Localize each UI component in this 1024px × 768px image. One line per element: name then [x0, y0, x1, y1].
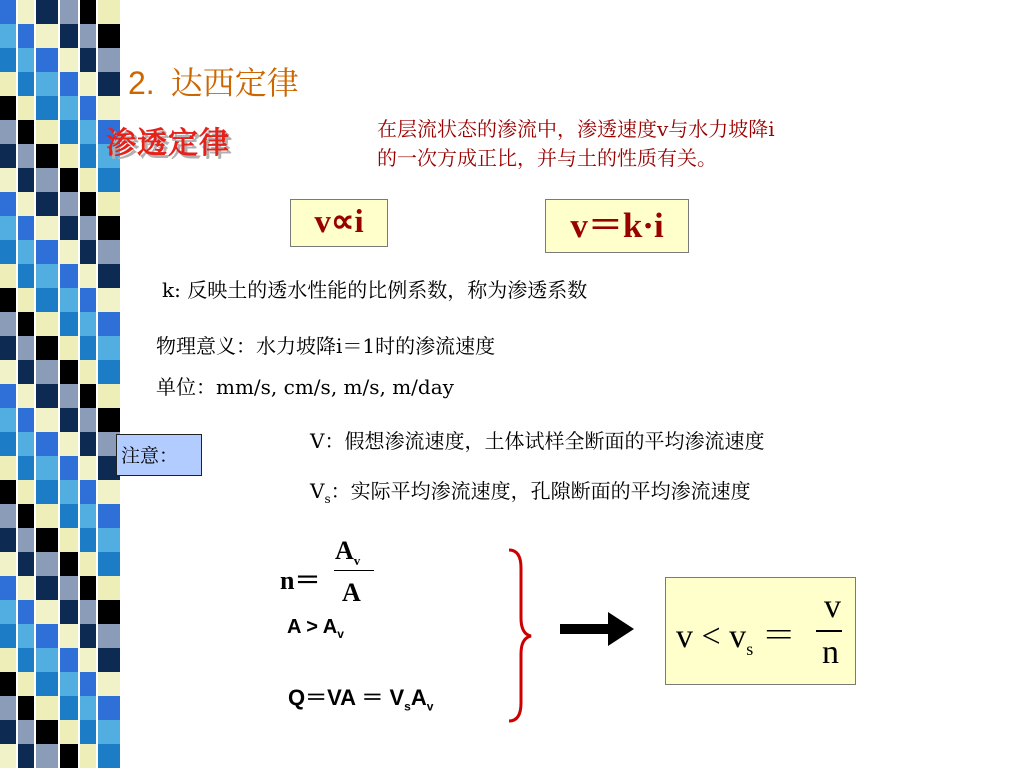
stripe-cell: [0, 432, 16, 456]
stripe-cell: [98, 48, 120, 72]
stripe-cell: [36, 360, 58, 384]
note-label-box: 注意：: [116, 434, 202, 476]
stripe-cell: [18, 672, 34, 696]
stripe-cell: [98, 480, 120, 504]
stripe-cell: [0, 480, 16, 504]
vs-definition: [310, 475, 751, 506]
stripe-cell: [80, 216, 96, 240]
stripe-cell: [80, 408, 96, 432]
stripe-cell: [60, 528, 78, 552]
stripe-cell: [0, 624, 16, 648]
stripe-cell: [36, 432, 58, 456]
velocity-result-box: [665, 577, 856, 685]
stripe-cell: [0, 288, 16, 312]
stripe-cell: [60, 144, 78, 168]
slide-title: [128, 58, 299, 104]
stripe-cell: [80, 696, 96, 720]
result-fraction-bar: [816, 630, 842, 632]
definition-line-1: 在层流状态的渗流中，渗透速度v与水力坡降i: [377, 117, 775, 141]
stripe-cell: [18, 312, 34, 336]
section-heading: 渗透定律: [106, 126, 230, 161]
stripe-cell: [36, 456, 58, 480]
stripe-cell: [0, 144, 16, 168]
stripe-cell: [80, 192, 96, 216]
stripe-cell: [80, 384, 96, 408]
stripe-cell: [80, 480, 96, 504]
proportional-formula: v∝i: [290, 199, 388, 247]
stripe-cell: [0, 672, 16, 696]
stripe-cell: [18, 336, 34, 360]
stripe-cell: [60, 168, 78, 192]
stripe-cell: [18, 120, 34, 144]
stripe-cell: [60, 624, 78, 648]
stripe-cell: [18, 408, 34, 432]
stripe-cell: [60, 456, 78, 480]
stripe-cell: [80, 672, 96, 696]
result-lhs: $v < v_s$ ＝: [676, 618, 796, 659]
stripe-cell: [18, 0, 34, 24]
stripe-cell: [98, 0, 120, 24]
stripe-cell: [98, 744, 120, 768]
stripe-cell: [0, 48, 16, 72]
stripe-cell: [36, 720, 58, 744]
stripe-cell: [98, 336, 120, 360]
stripe-cell: [80, 336, 96, 360]
stripe-cell: [98, 408, 120, 432]
stripe-cell: [98, 168, 120, 192]
stripe-cell: [18, 504, 34, 528]
stripe-cell: [0, 408, 16, 432]
stripe-cell: [0, 360, 16, 384]
stripe-cell: [98, 360, 120, 384]
stripe-cell: [18, 48, 34, 72]
stripe-cell: [18, 240, 34, 264]
stripe-cell: [36, 24, 58, 48]
stripe-cell: [18, 744, 34, 768]
n-denominator: A: [342, 578, 361, 607]
stripe-cell: [0, 264, 16, 288]
stripe-cell: [36, 672, 58, 696]
stripe-cell: [0, 336, 16, 360]
stripe-cell: [60, 744, 78, 768]
stripe-cell: [0, 0, 16, 24]
stripe-cell: [0, 384, 16, 408]
stripe-cell: [80, 264, 96, 288]
stripe-cell: [98, 288, 120, 312]
stripe-cell: [18, 288, 34, 312]
stripe-cell: [36, 480, 58, 504]
stripe-cell: [18, 456, 34, 480]
stripe-cell: [36, 48, 58, 72]
stripe-cell: [80, 240, 96, 264]
stripe-cell: [0, 744, 16, 768]
stripe-cell: [60, 672, 78, 696]
stripe-cell: [60, 216, 78, 240]
stripe-cell: [0, 720, 16, 744]
stripe-cell: [0, 216, 16, 240]
stripe-cell: [18, 432, 34, 456]
stripe-cell: [80, 552, 96, 576]
stripe-cell: [18, 144, 34, 168]
law-definition: [377, 115, 775, 173]
stripe-cell: [60, 24, 78, 48]
title-number: 2.: [128, 65, 155, 101]
stripe-cell: [36, 528, 58, 552]
stripe-cell: [80, 312, 96, 336]
stripe-cell: [18, 264, 34, 288]
stripe-cell: [80, 288, 96, 312]
stripe-cell: [60, 720, 78, 744]
stripe-cell: [98, 552, 120, 576]
stripe-cell: [80, 72, 96, 96]
stripe-cell: [36, 240, 58, 264]
stripe-cell: [60, 432, 78, 456]
stripe-cell: [18, 168, 34, 192]
stripe-cell: [36, 96, 58, 120]
stripe-cell: [18, 384, 34, 408]
stripe-cell: [60, 72, 78, 96]
stripe-cell: [98, 24, 120, 48]
n-lhs: n＝: [280, 566, 321, 595]
stripe-cell: [80, 24, 96, 48]
stripe-cell: [98, 624, 120, 648]
stripe-cell: [80, 360, 96, 384]
stripe-cell: [98, 240, 120, 264]
stripe-cell: [36, 312, 58, 336]
stripe-cell: [98, 504, 120, 528]
definition-line-2: 的一次方成正比，并与土的性质有关。: [377, 146, 717, 170]
stripe-cell: [18, 96, 34, 120]
stripe-cell: [60, 96, 78, 120]
stripe-cell: [60, 336, 78, 360]
fraction-bar: [334, 570, 374, 571]
stripe-cell: [0, 240, 16, 264]
stripe-cell: [98, 264, 120, 288]
stripe-cell: [98, 192, 120, 216]
stripe-cell: [36, 744, 58, 768]
stripe-cell: [80, 144, 96, 168]
stripe-cell: [60, 192, 78, 216]
right-brace-icon: [505, 548, 535, 723]
stripe-cell: [0, 696, 16, 720]
stripe-cell: [36, 72, 58, 96]
stripe-cell: [80, 744, 96, 768]
stripe-cell: [36, 552, 58, 576]
title-text: 达西定律: [170, 65, 299, 101]
stripe-cell: [80, 720, 96, 744]
stripe-cell: [60, 408, 78, 432]
stripe-cell: [0, 600, 16, 624]
stripe-cell: [60, 312, 78, 336]
stripe-cell: [36, 696, 58, 720]
stripe-cell: [36, 408, 58, 432]
stripe-cell: [0, 192, 16, 216]
stripe-cell: [98, 720, 120, 744]
stripe-cell: [18, 24, 34, 48]
stripe-cell: [60, 696, 78, 720]
stripe-cell: [60, 120, 78, 144]
stripe-cell: [80, 648, 96, 672]
stripe-cell: [36, 288, 58, 312]
stripe-cell: [60, 0, 78, 24]
stripe-cell: [98, 600, 120, 624]
stripe-cell: [60, 504, 78, 528]
stripe-cell: [18, 528, 34, 552]
stripe-cell: [0, 72, 16, 96]
stripe-cell: [60, 48, 78, 72]
stripe-cell: [36, 600, 58, 624]
stripe-cell: [98, 312, 120, 336]
stripe-cell: [98, 648, 120, 672]
stripe-cell: [36, 216, 58, 240]
area-relation: $A > A_v$: [287, 616, 344, 641]
darcy-formula: v＝k·i: [545, 199, 689, 253]
result-denominator: n: [822, 634, 839, 671]
stripe-cell: [60, 384, 78, 408]
stripe-cell: [0, 120, 16, 144]
stripe-cell: [60, 552, 78, 576]
stripe-cell: [18, 624, 34, 648]
stripe-cell: [80, 600, 96, 624]
stripe-cell: [80, 120, 96, 144]
stripe-cell: [36, 576, 58, 600]
stripe-cell: [18, 360, 34, 384]
vs-text: ：实际平均渗流速度，孔隙断面的平均渗流速度: [330, 479, 751, 503]
stripe-cell: [18, 192, 34, 216]
stripe-cell: [80, 576, 96, 600]
decorative-stripe-bar: [0, 0, 120, 768]
stripe-cell: [60, 360, 78, 384]
stripe-cell: [0, 456, 16, 480]
vs-subscript: s: [324, 492, 331, 506]
vs-symbol: V: [310, 479, 325, 503]
units-line: 单位：mm/s, cm/s, m/s, m/day: [156, 375, 454, 399]
stripe-cell: [18, 72, 34, 96]
stripe-cell: [98, 672, 120, 696]
stripe-cell: [80, 456, 96, 480]
stripe-cell: [80, 528, 96, 552]
k-definition: k: 反映土的透水性能的比例系数，称为渗透系数: [162, 278, 588, 302]
stripe-cell: [18, 600, 34, 624]
stripe-cell: [0, 24, 16, 48]
stripe-cell: [0, 504, 16, 528]
stripe-cell: [18, 696, 34, 720]
n-numerator: $A_v$: [335, 536, 361, 569]
right-arrow-icon: [560, 612, 634, 646]
stripe-cell: [18, 720, 34, 744]
stripe-cell: [98, 528, 120, 552]
stripe-cell: [0, 552, 16, 576]
stripe-cell: [80, 96, 96, 120]
flow-relation: $Q=VA = V_sA_v$: [288, 685, 434, 714]
stripe-cell: [36, 336, 58, 360]
porosity-formula: [280, 534, 380, 614]
stripe-cell: [36, 648, 58, 672]
stripe-cell: [98, 696, 120, 720]
stripe-cell: [80, 504, 96, 528]
stripe-cell: [36, 144, 58, 168]
stripe-cell: [18, 576, 34, 600]
stripe-cell: [0, 528, 16, 552]
stripe-cell: [80, 432, 96, 456]
stripe-cell: [0, 168, 16, 192]
stripe-cell: [80, 168, 96, 192]
stripe-cell: [0, 648, 16, 672]
stripe-cell: [60, 648, 78, 672]
stripe-cell: [98, 72, 120, 96]
stripe-cell: [36, 192, 58, 216]
stripe-cell: [60, 600, 78, 624]
stripe-cell: [98, 384, 120, 408]
stripe-cell: [98, 96, 120, 120]
stripe-cell: [36, 624, 58, 648]
stripe-cell: [0, 96, 16, 120]
stripe-cell: [18, 216, 34, 240]
stripe-cell: [0, 576, 16, 600]
stripe-cell: [98, 576, 120, 600]
stripe-cell: [60, 480, 78, 504]
stripe-cell: [0, 312, 16, 336]
stripe-cell: [36, 120, 58, 144]
stripe-cell: [18, 552, 34, 576]
stripe-cell: [80, 0, 96, 24]
stripe-cell: [80, 48, 96, 72]
stripe-cell: [60, 264, 78, 288]
stripe-cell: [36, 384, 58, 408]
stripe-cell: [18, 648, 34, 672]
physical-meaning: 物理意义：水力坡降i＝1时的渗流速度: [156, 334, 496, 358]
stripe-cell: [36, 504, 58, 528]
stripe-cell: [80, 624, 96, 648]
stripe-cell: [60, 288, 78, 312]
stripe-cell: [36, 264, 58, 288]
stripe-cell: [36, 168, 58, 192]
result-numerator: v: [824, 588, 841, 625]
stripe-cell: [60, 576, 78, 600]
stripe-cell: [36, 0, 58, 24]
v-definition: V：假想渗流速度，土体试样全断面的平均渗流速度: [310, 429, 765, 453]
stripe-cell: [98, 216, 120, 240]
stripe-cell: [60, 240, 78, 264]
stripe-cell: [18, 480, 34, 504]
